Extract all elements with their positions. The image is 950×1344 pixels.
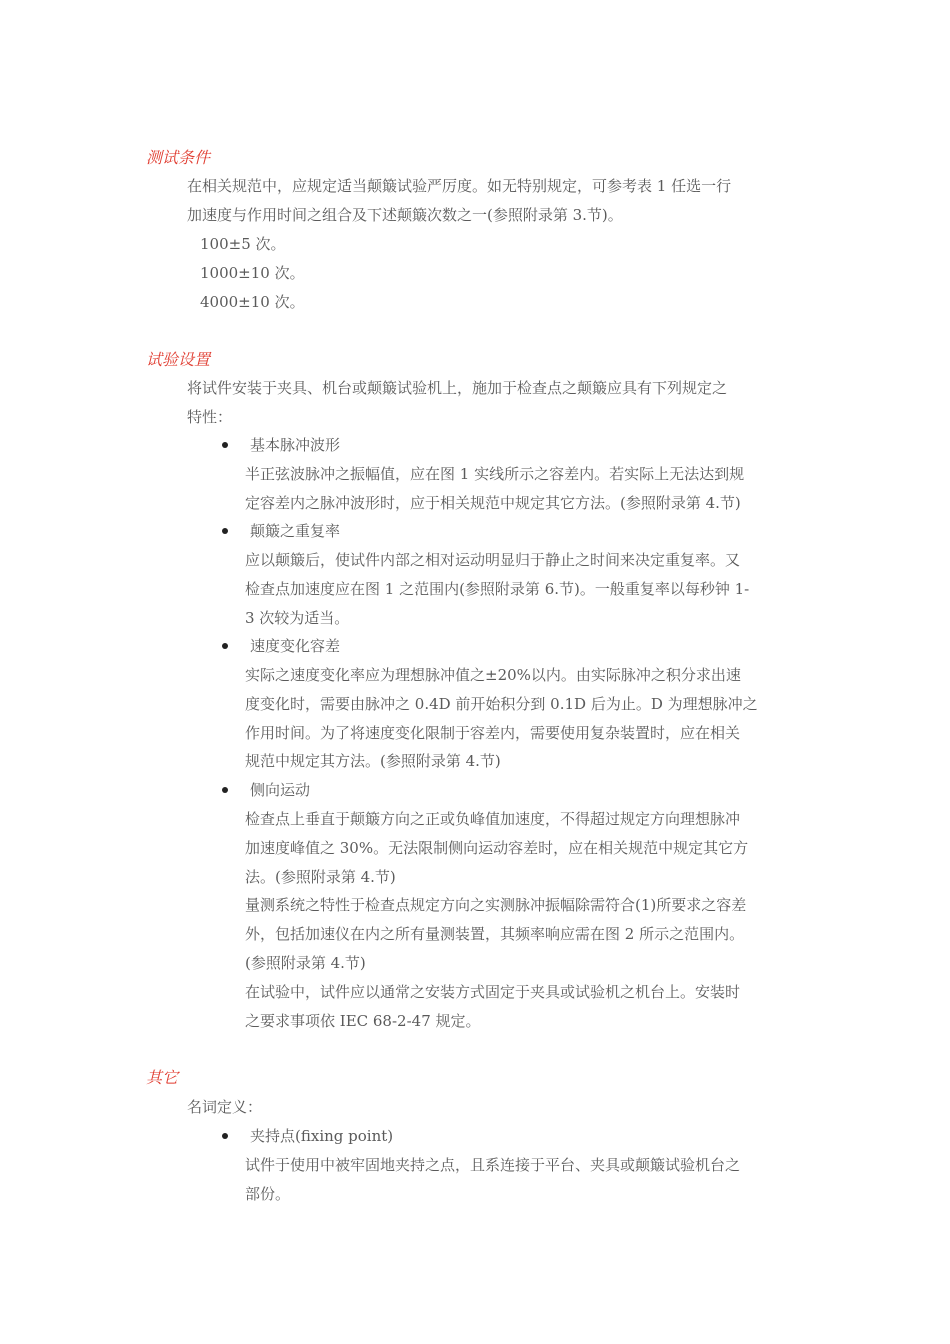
bump-count-option: 100±5 次。	[200, 235, 286, 253]
section-heading-test-setup: 试验设置	[146, 350, 211, 369]
text-line: 法。(参照附录第 4.节)	[245, 867, 396, 886]
text-line: 试件于使用中被牢固地夹持之点，且系连接于平台、夹具或颠簸试验机台之	[245, 1156, 741, 1174]
text-line: 名词定义：	[187, 1098, 263, 1116]
section-heading-other: 其它	[146, 1068, 179, 1087]
section-intro-paragraph	[187, 172, 807, 230]
text-line: 部份。	[245, 1184, 291, 1203]
text-line: 在试验中，试件应以通常之安装方式固定于夹具或试验机之机台上。安装时	[245, 982, 741, 1001]
bump-count-option: 1000±10 次。	[200, 263, 305, 282]
section-heading-test-conditions: 测试条件	[146, 148, 211, 167]
text-line: 半正弦波脉冲之振幅值，应在图 1 实线所示之容差内。若实际上无法达到规	[245, 465, 745, 483]
text-line: 之要求事项依 IEC 68-2-47 规定。	[245, 1011, 481, 1030]
text-line: 特性：	[187, 407, 233, 426]
bullet-icon	[222, 643, 228, 649]
text-line: 将试件安装于夹具、机台或颠簸试验机上，施加于检查点之颠簸应具有下列规定之	[187, 379, 728, 397]
list-item-title: 速度变化容差	[250, 637, 341, 655]
list-item-title: 夹持点(fixing point)	[250, 1127, 394, 1145]
bullet-icon	[222, 787, 228, 793]
bullet-icon	[222, 1133, 228, 1139]
text-line: 外，包括加速仪在内之所有量测装置，其频率响应需在图 2 所示之范围内。	[245, 925, 745, 944]
list-item-title: 基本脉冲波形	[250, 436, 341, 454]
text-line: 度变化时，需要由脉冲之 0.4D 前开始积分到 0.1D 后为止。D 为理想脉冲之	[245, 694, 758, 713]
list-item-body	[245, 1151, 815, 1209]
text-line: 定容差内之脉冲波形时，应于相关规范中规定其它方法。(参照附录第 4.节)	[245, 493, 741, 512]
section-intro-paragraph	[187, 1093, 807, 1122]
bump-count-option: 4000±10 次。	[200, 292, 305, 311]
text-line: 在相关规范中，应规定适当颠簸试验严厉度。如无特别规定，可参考表 1 任选一行	[187, 177, 732, 195]
section-intro-paragraph	[187, 374, 807, 432]
text-line: 规范中规定其方法。(参照附录第 4.节)	[245, 752, 501, 771]
list-item-body	[245, 805, 815, 1035]
text-line: 3 次较为适当。	[245, 608, 350, 627]
text-line: 量测系统之特性于检查点规定方向之实测脉冲振幅除需符合(1)所要求之容差	[245, 896, 747, 915]
text-line: 实际之速度变化率应为理想脉冲值之±20%以内。由实际脉冲之积分求出速	[245, 666, 741, 684]
bump-count-list	[200, 230, 305, 316]
text-line: 检查点加速度应在图 1 之范围内(参照附录第 6.节)。一般重复率以每秒钟 1-	[245, 579, 750, 598]
list-item-title: 颠簸之重复率	[250, 522, 341, 540]
text-line: 加速度峰值之 30%。无法限制侧向运动容差时，应在相关规范中规定其它方	[245, 838, 749, 857]
bullet-icon	[222, 442, 228, 448]
text-line: 应以颠簸后，使试件内部之相对运动明显归于静止之时间来决定重复率。又	[245, 551, 741, 569]
list-item-body	[245, 661, 815, 776]
list-item-title: 侧向运动	[250, 781, 311, 799]
list-item-body	[245, 546, 815, 632]
text-line: 加速度与作用时间之组合及下述颠簸次数之一(参照附录第 3.节)。	[187, 205, 623, 224]
list-item-body	[245, 460, 815, 518]
text-line: 检查点上垂直于颠簸方向之正或负峰值加速度，不得超过规定方向理想脉冲	[245, 810, 741, 828]
bullet-icon	[222, 528, 228, 534]
text-line: (参照附录第 4.节)	[245, 953, 366, 972]
text-line: 作用时间。为了将速度变化限制于容差内，需要使用复杂装置时，应在相关	[245, 723, 741, 742]
